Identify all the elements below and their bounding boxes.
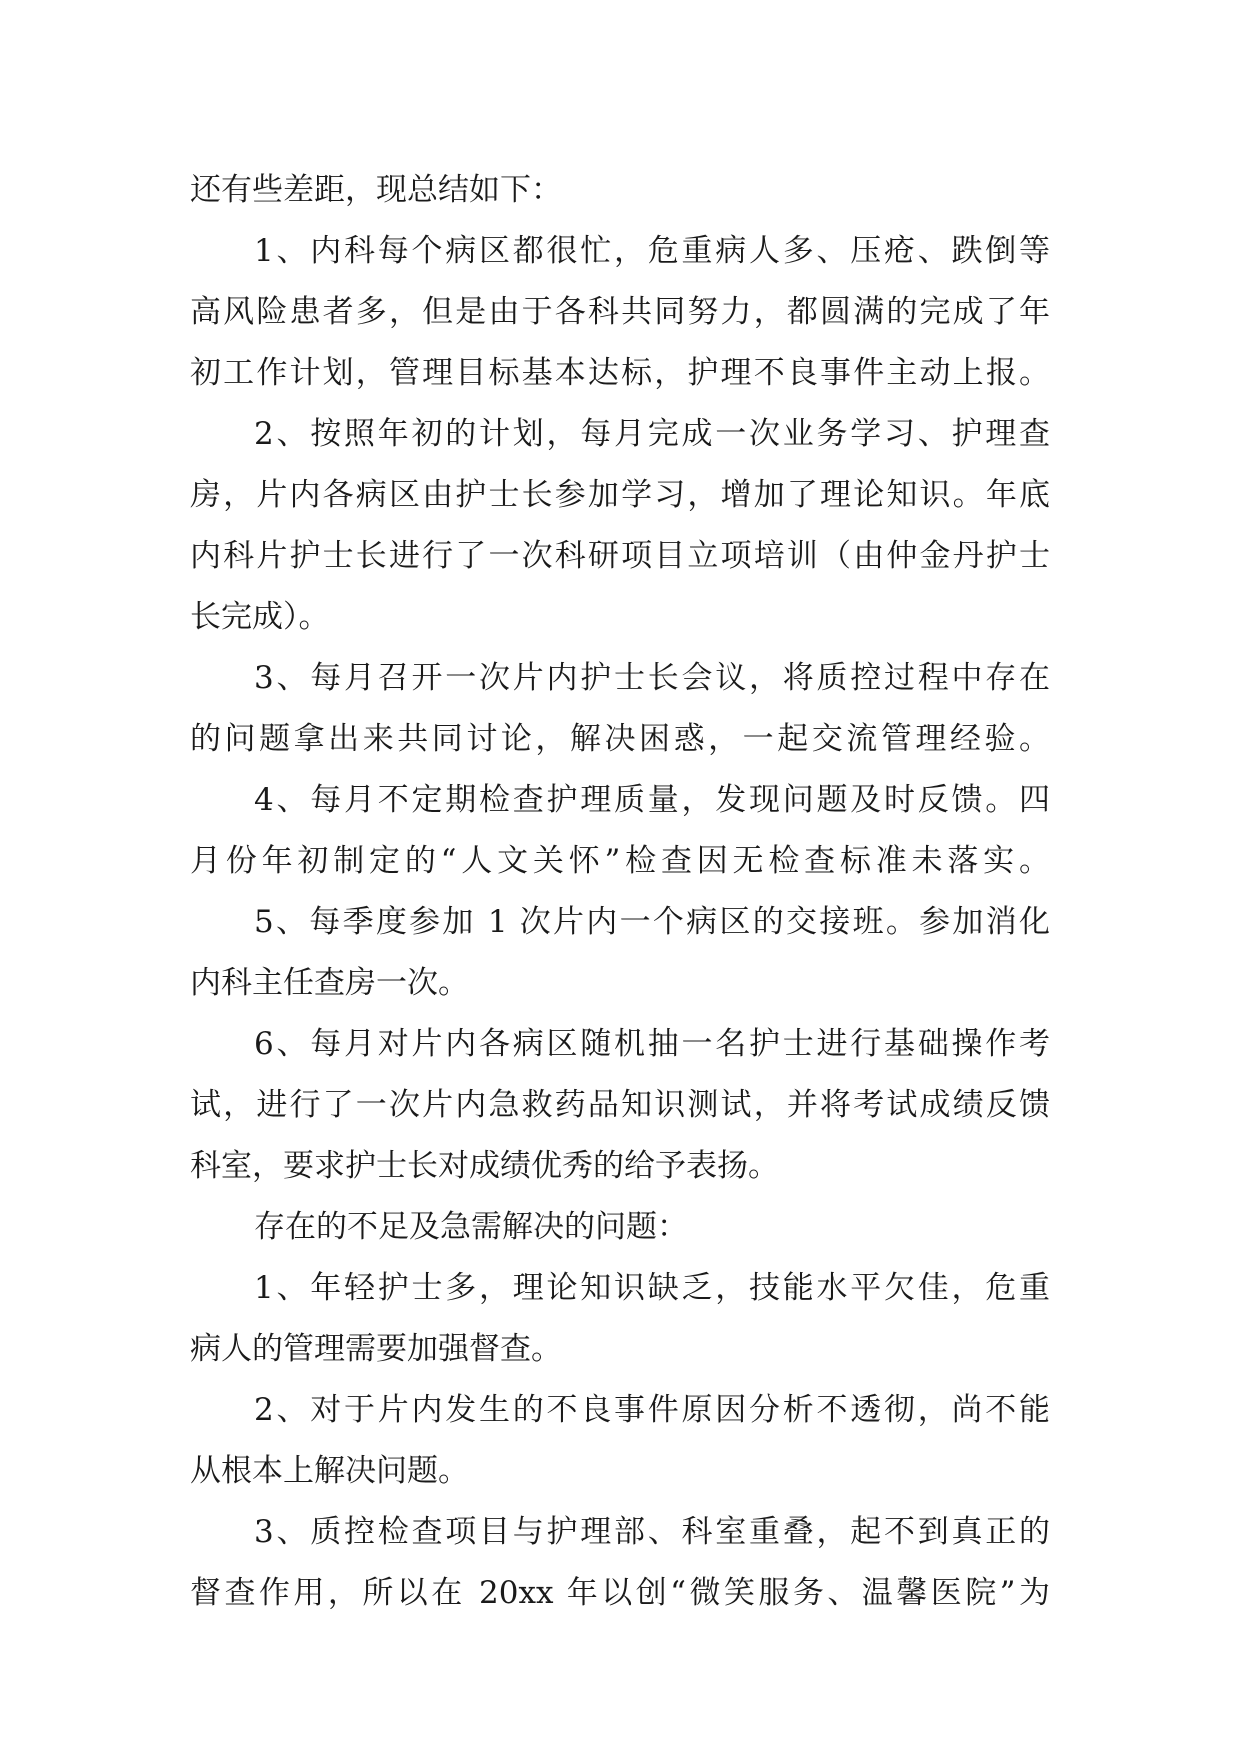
text-line: 从根本上解决问题。 [190,1453,469,1489]
text-line: 内科主任查房一次。 [190,965,469,1001]
text-line: 2、对于片内发生的不良事件原因分析不透彻，尚不能 [254,1392,1050,1428]
text-line: 内科片护士长进行了一次科研项目立项培训（由仲金丹护士 [190,538,1050,574]
text-line: 3、每月召开一次片内护士长会议，将质控过程中存在 [254,660,1050,696]
text-line: 5、每季度参加 1 次片内一个病区的交接班。参加消化 [254,904,1050,940]
text-line: 6、每月对片内各病区随机抽一名护士进行基础操作考 [254,1026,1050,1062]
text-line: 长完成）。 [190,599,330,635]
text-line: 督查作用，所以在 20xx 年以创“微笑服务、温馨医院”为 [190,1575,1050,1611]
text-line: 科室，要求护士长对成绩优秀的给予表扬。 [190,1148,779,1184]
section-heading: 存在的不足及急需解决的问题： [254,1209,688,1245]
text-line: 初工作计划，管理目标基本达标，护理不良事件主动上报。 [190,355,1050,391]
text-line: 4、每月不定期检查护理质量，发现问题及时反馈。四 [254,782,1050,818]
text-line: 房，片内各病区由护士长参加学习，增加了理论知识。年底 [190,477,1050,513]
text-line: 1、年轻护士多，理论知识缺乏，技能水平欠佳，危重 [254,1270,1050,1306]
text-line: 还有些差距，现总结如下： [190,172,562,208]
text-line: 3、质控检查项目与护理部、科室重叠，起不到真正的 [254,1514,1050,1550]
text-line: 高风险患者多，但是由于各科共同努力，都圆满的完成了年 [190,294,1050,330]
body-text [190,160,1050,1624]
text-line: 1、内科每个病区都很忙，危重病人多、压疮、跌倒等 [254,233,1050,269]
text-line: 试，进行了一次片内急救药品知识测试，并将考试成绩反馈 [190,1087,1050,1123]
text-line: 的问题拿出来共同讨论，解决困惑，一起交流管理经验。 [190,721,1050,757]
text-line: 月份年初制定的“人文关怀”检查因无检查标准未落实。 [190,843,1050,879]
text-line: 病人的管理需要加强督查。 [190,1331,562,1367]
text-line: 2、按照年初的计划，每月完成一次业务学习、护理查 [254,416,1050,452]
